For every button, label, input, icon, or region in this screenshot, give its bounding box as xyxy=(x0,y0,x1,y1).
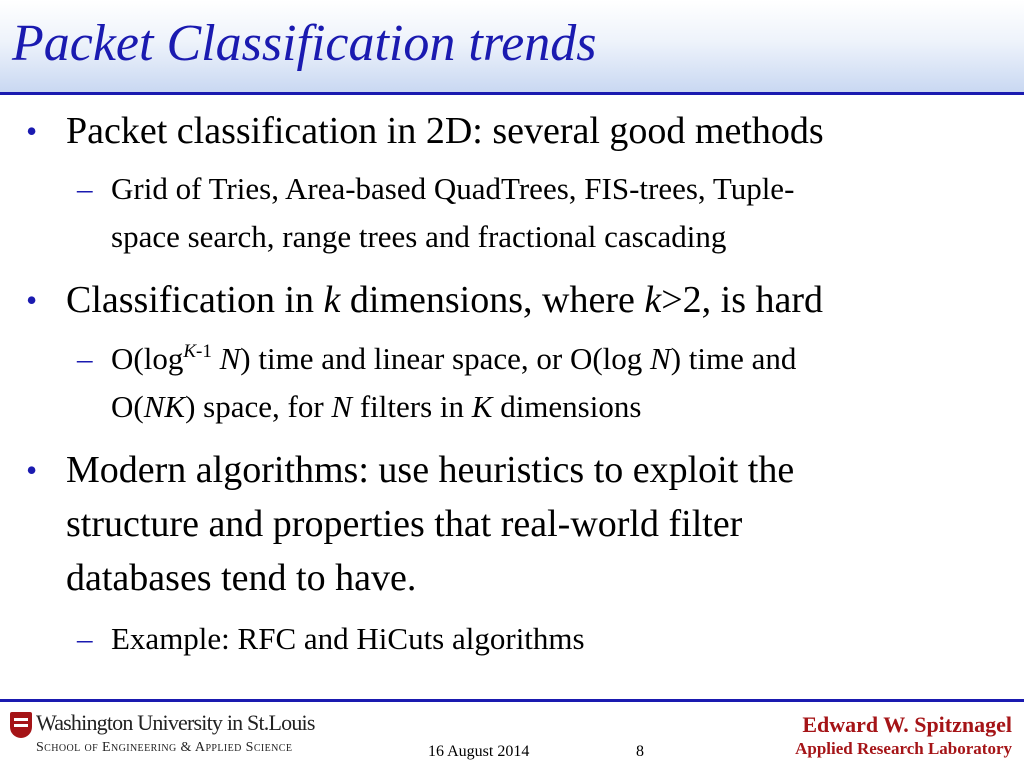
footer-divider xyxy=(0,699,1024,702)
bullet-icon: • xyxy=(26,452,38,488)
slide-number: 8 xyxy=(636,743,644,760)
bullet-2-text-c: >2, is hard xyxy=(661,279,824,321)
formula-nk: NK xyxy=(143,389,186,424)
bullet-icon: • xyxy=(26,113,38,149)
formula-space xyxy=(212,341,220,376)
formula-exponent-minus-one: -1 xyxy=(196,341,212,362)
university-name: Washington University in St.Louis xyxy=(36,710,315,735)
formula-n-3: N xyxy=(331,389,353,424)
formula-n-2: N xyxy=(650,341,671,376)
dash-icon: – xyxy=(77,341,93,376)
bullet-3 xyxy=(26,443,996,605)
bullet-3-sub-1-text: Example: RFC and HiCuts algorithms xyxy=(111,621,585,656)
bullet-2-text-b: dimensions, where xyxy=(340,279,645,321)
formula-part-a: O(log xyxy=(111,341,184,376)
formula-n-1: N xyxy=(219,341,241,376)
formula-part-g: filters in xyxy=(352,389,472,424)
title-divider xyxy=(0,92,1024,95)
formula-k-3: K xyxy=(471,389,493,424)
title-bar xyxy=(0,0,1024,92)
dash-icon: – xyxy=(77,171,93,206)
formula-exponent xyxy=(183,341,212,362)
university-logo xyxy=(8,709,338,761)
slide-title: Packet Classification trends xyxy=(12,15,597,72)
bullet-3-line-1: Modern algorithms: use heuristics to exploit the xyxy=(66,449,795,491)
bullet-icon: • xyxy=(26,282,38,318)
bullet-3-line-3: databases tend to have. xyxy=(66,557,417,599)
bullet-2 xyxy=(26,273,996,327)
bullet-1 xyxy=(26,104,996,158)
bullet-1-sub-1 xyxy=(77,165,1001,261)
formula-part-f: ) space, for xyxy=(185,389,332,424)
formula-part-d: ) time and xyxy=(670,341,797,376)
formula-part-e: O( xyxy=(111,389,144,424)
bullet-3-sub-1 xyxy=(77,615,1001,663)
shield-icon xyxy=(10,712,32,738)
bullet-1-sub-1-line-1: Grid of Tries, Area-based QuadTrees, FIS-trees, Tuple- xyxy=(111,171,795,206)
school-name: School of Engineering & Applied Science xyxy=(36,740,293,755)
bullet-3-line-2: structure and properties that real-world filter xyxy=(66,503,743,545)
dash-icon: – xyxy=(77,621,93,656)
slide-date: 16 August 2014 xyxy=(428,743,530,760)
formula-part-h: dimensions xyxy=(492,389,642,424)
bullet-1-sub-1-line-2: space search, range trees and fractional cascading xyxy=(111,219,727,254)
bullet-2-sub-1 xyxy=(77,335,1001,431)
formula-part-c: ) time and linear space, or O(log xyxy=(240,341,651,376)
bullet-2-k-2: k xyxy=(644,279,662,321)
bullet-2-text-a: Classification in xyxy=(66,279,324,321)
lab-name: Applied Research Laboratory xyxy=(795,739,1012,758)
bullet-1-text: Packet classification in 2D: several good methods xyxy=(66,110,824,152)
bullet-2-k-1: k xyxy=(323,279,341,321)
author-name: Edward W. Spitznagel xyxy=(802,712,1012,737)
formula-exponent-k: K xyxy=(183,341,197,362)
